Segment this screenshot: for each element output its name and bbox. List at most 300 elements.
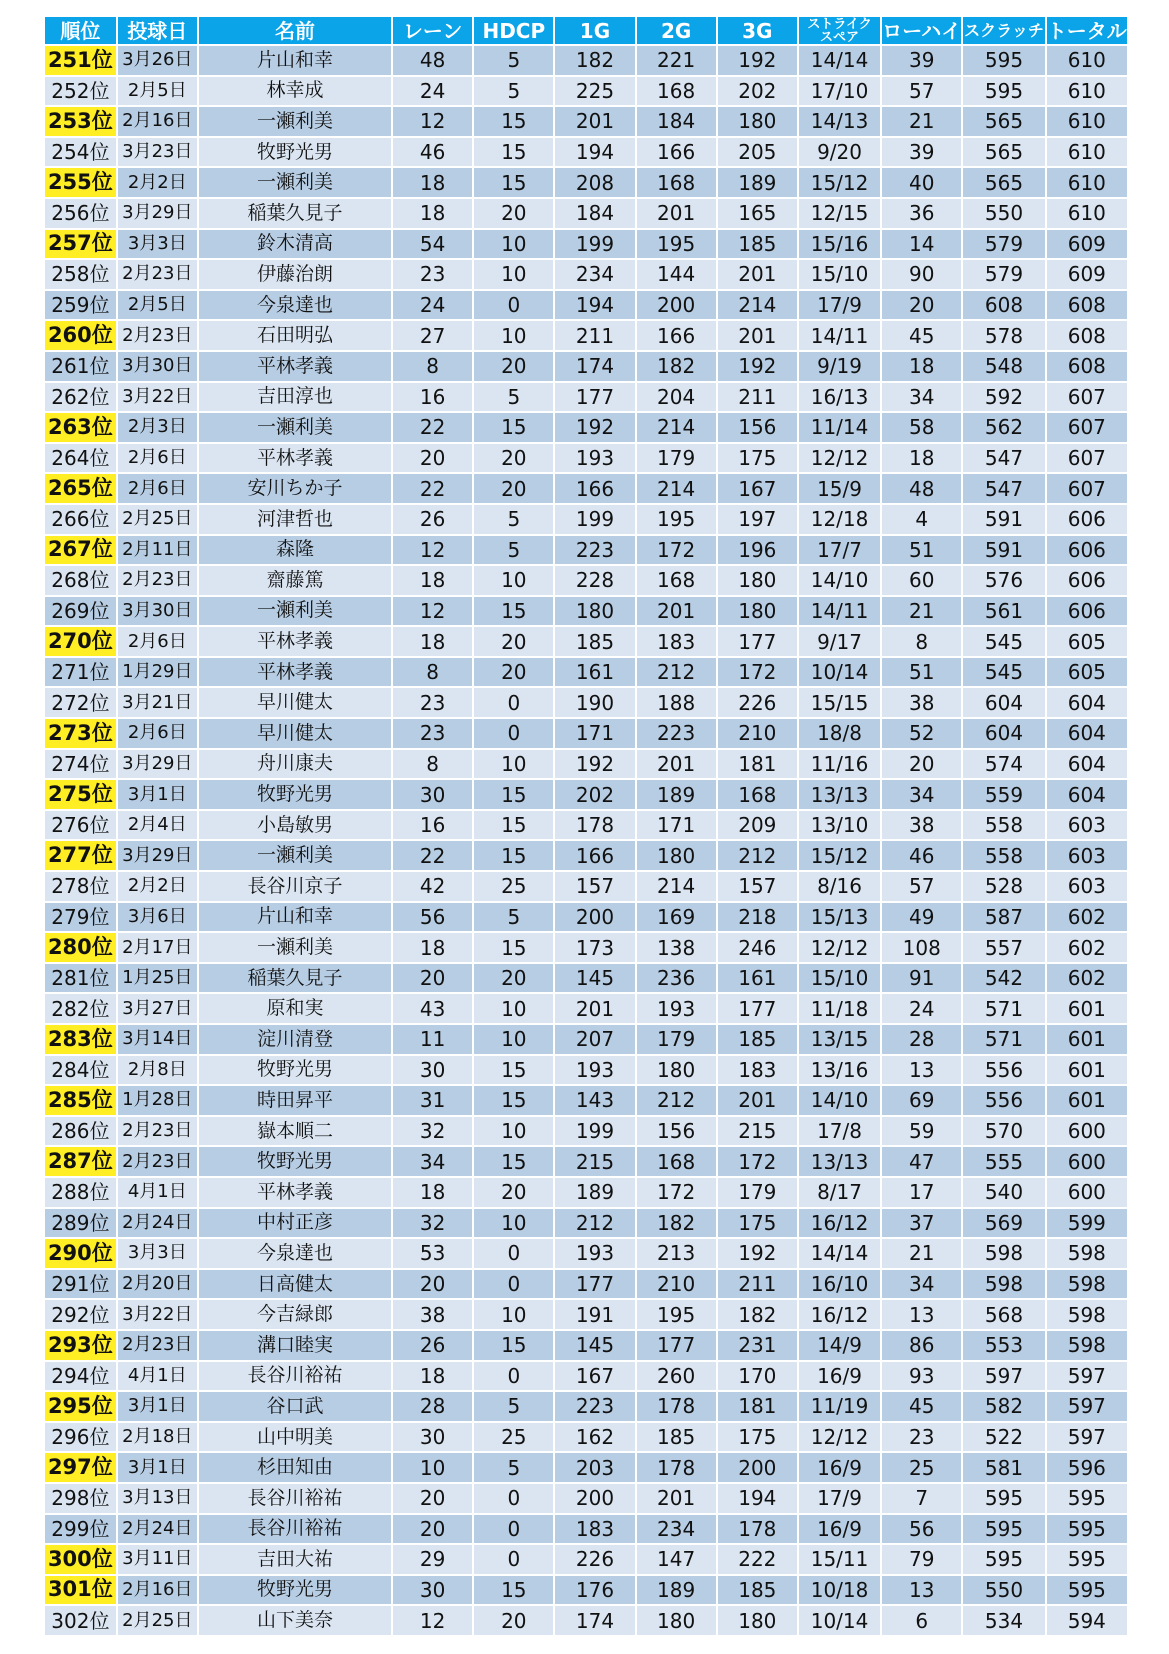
cell-scratch: 604: [963, 688, 1044, 717]
ranking-table: [43, 15, 1129, 1637]
cell-date: 2月6日: [118, 627, 197, 656]
cell-low-high: 90: [882, 260, 961, 289]
cell-game-1: 178: [555, 811, 634, 840]
cell-game-1: 193: [555, 1056, 634, 1085]
cell-scratch: 569: [963, 1209, 1044, 1238]
cell-lane: 22: [393, 413, 472, 442]
cell-date: 3月22日: [118, 1300, 197, 1329]
cell-lane: 12: [393, 536, 472, 565]
cell-name: 齋藤篤: [199, 566, 391, 595]
cell-name: 長谷川裕祐: [199, 1362, 391, 1391]
cell-lane: 24: [393, 77, 472, 106]
cell-low-high: 34: [882, 383, 961, 412]
cell-lane: 32: [393, 1209, 472, 1238]
cell-name: 平林孝義: [199, 1178, 391, 1207]
cell-date: 3月29日: [118, 199, 197, 228]
cell-total: 597: [1047, 1392, 1127, 1421]
header-lane: レーン: [393, 17, 472, 44]
cell-date: 3月1日: [118, 780, 197, 809]
cell-low-high: 25: [882, 1453, 961, 1482]
cell-total: 606: [1047, 566, 1127, 595]
cell-game-3: 175: [718, 1423, 797, 1452]
cell-total: 601: [1047, 1025, 1127, 1054]
table-row: [45, 1209, 1127, 1238]
cell-total: 604: [1047, 719, 1127, 748]
cell-rank: 253位: [45, 107, 116, 136]
cell-lane: 20: [393, 1484, 472, 1513]
cell-low-high: 60: [882, 566, 961, 595]
cell-lane: 20: [393, 1515, 472, 1544]
cell-game-2: 183: [637, 627, 716, 656]
cell-rank: 279位: [45, 903, 116, 932]
cell-name: 淀川清登: [199, 1025, 391, 1054]
cell-date: 2月25日: [118, 1606, 197, 1635]
cell-rank: 261位: [45, 352, 116, 381]
cell-low-high: 14: [882, 230, 961, 259]
cell-low-high: 36: [882, 199, 961, 228]
cell-hdcp: 25: [474, 872, 553, 901]
cell-low-high: 48: [882, 474, 961, 503]
cell-low-high: 93: [882, 1362, 961, 1391]
cell-low-high: 39: [882, 138, 961, 167]
cell-name: 稲葉久見子: [199, 964, 391, 993]
cell-game-3: 177: [718, 994, 797, 1023]
cell-strike-spare: 15/13: [799, 903, 880, 932]
table-row: [45, 964, 1127, 993]
cell-game-2: 204: [637, 383, 716, 412]
cell-game-2: 195: [637, 505, 716, 534]
cell-hdcp: 15: [474, 780, 553, 809]
cell-total: 595: [1047, 1484, 1127, 1513]
cell-game-2: 212: [637, 658, 716, 687]
table-row: [45, 1270, 1127, 1299]
cell-scratch: 550: [963, 1576, 1044, 1605]
cell-lane: 8: [393, 750, 472, 779]
cell-total: 601: [1047, 994, 1127, 1023]
cell-name: 杉田知由: [199, 1453, 391, 1482]
table-row: [45, 750, 1127, 779]
table-body: [45, 46, 1127, 1635]
cell-total: 609: [1047, 230, 1127, 259]
cell-game-1: 226: [555, 1545, 634, 1574]
cell-total: 608: [1047, 321, 1127, 350]
cell-game-1: 143: [555, 1086, 634, 1115]
cell-hdcp: 20: [474, 352, 553, 381]
cell-game-1: 200: [555, 1484, 634, 1513]
cell-date: 3月29日: [118, 841, 197, 870]
cell-game-3: 175: [718, 444, 797, 473]
cell-total: 600: [1047, 1147, 1127, 1176]
cell-game-3: 214: [718, 291, 797, 320]
cell-date: 3月1日: [118, 1392, 197, 1421]
cell-game-3: 185: [718, 1576, 797, 1605]
cell-low-high: 8: [882, 627, 961, 656]
table-row: [45, 1423, 1127, 1452]
cell-rank: 294位: [45, 1362, 116, 1391]
cell-total: 597: [1047, 1362, 1127, 1391]
cell-date: 2月6日: [118, 474, 197, 503]
cell-game-2: 168: [637, 566, 716, 595]
cell-hdcp: 15: [474, 107, 553, 136]
cell-low-high: 45: [882, 321, 961, 350]
cell-name: 舟川康夫: [199, 750, 391, 779]
cell-scratch: 587: [963, 903, 1044, 932]
cell-strike-spare: 17/8: [799, 1117, 880, 1146]
cell-lane: 10: [393, 1453, 472, 1482]
cell-game-3: 168: [718, 780, 797, 809]
cell-total: 599: [1047, 1209, 1127, 1238]
cell-rank: 296位: [45, 1423, 116, 1452]
cell-lane: 16: [393, 811, 472, 840]
cell-strike-spare: 15/11: [799, 1545, 880, 1574]
cell-game-1: 176: [555, 1576, 634, 1605]
table-row: [45, 903, 1127, 932]
cell-low-high: 91: [882, 964, 961, 993]
cell-rank: 299位: [45, 1515, 116, 1544]
cell-lane: 48: [393, 46, 472, 75]
cell-name: 谷口武: [199, 1392, 391, 1421]
cell-lane: 8: [393, 658, 472, 687]
cell-game-3: 211: [718, 383, 797, 412]
cell-game-1: 162: [555, 1423, 634, 1452]
cell-name: 長谷川裕祐: [199, 1515, 391, 1544]
cell-total: 600: [1047, 1117, 1127, 1146]
cell-name: 片山和幸: [199, 903, 391, 932]
cell-strike-spare: 16/13: [799, 383, 880, 412]
cell-game-3: 172: [718, 658, 797, 687]
cell-scratch: 555: [963, 1147, 1044, 1176]
cell-hdcp: 15: [474, 1576, 553, 1605]
cell-total: 602: [1047, 903, 1127, 932]
cell-lane: 22: [393, 474, 472, 503]
header-name: 名前: [199, 17, 391, 44]
cell-scratch: 565: [963, 107, 1044, 136]
cell-rank: 277位: [45, 841, 116, 870]
cell-game-2: 171: [637, 811, 716, 840]
table-row: [45, 46, 1127, 75]
cell-lane: 18: [393, 566, 472, 595]
cell-date: 3月22日: [118, 383, 197, 412]
cell-game-1: 193: [555, 444, 634, 473]
cell-low-high: 49: [882, 903, 961, 932]
cell-hdcp: 0: [474, 719, 553, 748]
cell-date: 2月23日: [118, 1331, 197, 1360]
cell-game-2: 189: [637, 780, 716, 809]
header-strike-label: ストライク: [807, 17, 872, 32]
cell-game-3: 170: [718, 1362, 797, 1391]
cell-total: 605: [1047, 627, 1127, 656]
cell-game-3: 175: [718, 1209, 797, 1238]
cell-strike-spare: 11/18: [799, 994, 880, 1023]
cell-strike-spare: 10/14: [799, 658, 880, 687]
cell-game-3: 181: [718, 1392, 797, 1421]
cell-rank: 301位: [45, 1576, 116, 1605]
cell-scratch: 595: [963, 46, 1044, 75]
table-row: [45, 1545, 1127, 1574]
cell-hdcp: 0: [474, 1362, 553, 1391]
cell-hdcp: 20: [474, 658, 553, 687]
cell-low-high: 59: [882, 1117, 961, 1146]
cell-rank: 300位: [45, 1545, 116, 1574]
cell-rank: 282位: [45, 994, 116, 1023]
table-row: [45, 1178, 1127, 1207]
cell-low-high: 34: [882, 1270, 961, 1299]
cell-scratch: 547: [963, 474, 1044, 503]
cell-total: 607: [1047, 413, 1127, 442]
cell-scratch: 582: [963, 1392, 1044, 1421]
cell-rank: 262位: [45, 383, 116, 412]
cell-game-3: 161: [718, 964, 797, 993]
cell-hdcp: 20: [474, 474, 553, 503]
cell-game-3: 180: [718, 1606, 797, 1635]
cell-low-high: 51: [882, 536, 961, 565]
cell-rank: 255位: [45, 168, 116, 197]
cell-low-high: 21: [882, 1239, 961, 1268]
cell-date: 2月23日: [118, 321, 197, 350]
table-row: [45, 1331, 1127, 1360]
cell-game-1: 183: [555, 1515, 634, 1544]
cell-game-1: 192: [555, 413, 634, 442]
cell-strike-spare: 14/9: [799, 1331, 880, 1360]
cell-scratch: 528: [963, 872, 1044, 901]
cell-total: 610: [1047, 77, 1127, 106]
cell-game-2: 213: [637, 1239, 716, 1268]
cell-strike-spare: 16/12: [799, 1209, 880, 1238]
table-row: [45, 536, 1127, 565]
cell-date: 3月1日: [118, 1453, 197, 1482]
table-row: [45, 1392, 1127, 1421]
cell-name: 平林孝義: [199, 352, 391, 381]
cell-game-3: 178: [718, 1515, 797, 1544]
cell-date: 2月6日: [118, 719, 197, 748]
table-row: [45, 474, 1127, 503]
cell-date: 3月27日: [118, 994, 197, 1023]
cell-scratch: 581: [963, 1453, 1044, 1482]
cell-scratch: 565: [963, 138, 1044, 167]
cell-game-3: 222: [718, 1545, 797, 1574]
cell-hdcp: 15: [474, 138, 553, 167]
cell-scratch: 561: [963, 597, 1044, 626]
cell-game-3: 192: [718, 46, 797, 75]
cell-scratch: 597: [963, 1362, 1044, 1391]
cell-lane: 27: [393, 321, 472, 350]
cell-rank: 272位: [45, 688, 116, 717]
cell-game-2: 178: [637, 1453, 716, 1482]
cell-strike-spare: 12/12: [799, 444, 880, 473]
cell-total: 603: [1047, 841, 1127, 870]
cell-rank: 276位: [45, 811, 116, 840]
cell-name: 長谷川裕祐: [199, 1484, 391, 1513]
cell-game-1: 223: [555, 1392, 634, 1421]
cell-total: 606: [1047, 536, 1127, 565]
cell-strike-spare: 10/14: [799, 1606, 880, 1635]
header-strike-spare: [799, 17, 880, 44]
cell-name: 今泉達也: [199, 1239, 391, 1268]
cell-date: 1月25日: [118, 964, 197, 993]
table-row: [45, 107, 1127, 136]
cell-low-high: 37: [882, 1209, 961, 1238]
cell-name: 一瀬利美: [199, 168, 391, 197]
cell-game-2: 201: [637, 199, 716, 228]
cell-lane: 53: [393, 1239, 472, 1268]
header-row: [45, 17, 1127, 44]
cell-hdcp: 15: [474, 841, 553, 870]
cell-lane: 26: [393, 1331, 472, 1360]
cell-game-1: 191: [555, 1300, 634, 1329]
cell-total: 597: [1047, 1423, 1127, 1452]
cell-game-2: 179: [637, 1025, 716, 1054]
cell-rank: 268位: [45, 566, 116, 595]
cell-game-2: 212: [637, 1086, 716, 1115]
cell-lane: 12: [393, 1606, 472, 1635]
cell-scratch: 559: [963, 780, 1044, 809]
cell-game-2: 172: [637, 536, 716, 565]
cell-hdcp: 15: [474, 597, 553, 626]
cell-lane: 16: [393, 383, 472, 412]
cell-game-3: 183: [718, 1056, 797, 1085]
cell-total: 601: [1047, 1086, 1127, 1115]
cell-strike-spare: 12/18: [799, 505, 880, 534]
cell-scratch: 570: [963, 1117, 1044, 1146]
cell-total: 606: [1047, 597, 1127, 626]
cell-name: 伊藤治朗: [199, 260, 391, 289]
cell-date: 2月11日: [118, 536, 197, 565]
cell-low-high: 38: [882, 811, 961, 840]
cell-date: 2月24日: [118, 1515, 197, 1544]
cell-hdcp: 20: [474, 1178, 553, 1207]
cell-game-2: 168: [637, 1147, 716, 1176]
cell-date: 3月14日: [118, 1025, 197, 1054]
cell-game-2: 177: [637, 1331, 716, 1360]
cell-game-1: 177: [555, 1270, 634, 1299]
table-row: [45, 413, 1127, 442]
cell-game-2: 156: [637, 1117, 716, 1146]
cell-strike-spare: 11/16: [799, 750, 880, 779]
table-row: [45, 1147, 1127, 1176]
cell-strike-spare: 14/14: [799, 46, 880, 75]
cell-name: 溝口睦実: [199, 1331, 391, 1360]
cell-scratch: 571: [963, 994, 1044, 1023]
cell-strike-spare: 8/16: [799, 872, 880, 901]
cell-rank: 302位: [45, 1606, 116, 1635]
cell-game-2: 201: [637, 1484, 716, 1513]
cell-date: 1月29日: [118, 658, 197, 687]
cell-game-3: 192: [718, 1239, 797, 1268]
cell-lane: 20: [393, 1270, 472, 1299]
cell-strike-spare: 15/9: [799, 474, 880, 503]
cell-hdcp: 10: [474, 321, 553, 350]
cell-name: 片山和幸: [199, 46, 391, 75]
cell-rank: 263位: [45, 413, 116, 442]
cell-scratch: 548: [963, 352, 1044, 381]
cell-name: 牧野光男: [199, 1147, 391, 1176]
cell-scratch: 534: [963, 1606, 1044, 1635]
cell-hdcp: 0: [474, 1270, 553, 1299]
cell-game-3: 185: [718, 1025, 797, 1054]
cell-date: 2月8日: [118, 1056, 197, 1085]
cell-game-2: 234: [637, 1515, 716, 1544]
cell-total: 610: [1047, 138, 1127, 167]
cell-low-high: 20: [882, 750, 961, 779]
cell-game-3: 231: [718, 1331, 797, 1360]
cell-low-high: 52: [882, 719, 961, 748]
cell-game-3: 210: [718, 719, 797, 748]
cell-game-3: 218: [718, 903, 797, 932]
cell-strike-spare: 9/20: [799, 138, 880, 167]
cell-game-2: 223: [637, 719, 716, 748]
cell-game-2: 214: [637, 872, 716, 901]
cell-strike-spare: 17/9: [799, 291, 880, 320]
cell-total: 601: [1047, 1056, 1127, 1085]
table-row: [45, 1056, 1127, 1085]
cell-strike-spare: 18/8: [799, 719, 880, 748]
cell-name: 原和実: [199, 994, 391, 1023]
table-row: [45, 168, 1127, 197]
cell-total: 598: [1047, 1270, 1127, 1299]
cell-game-1: 207: [555, 1025, 634, 1054]
cell-strike-spare: 13/15: [799, 1025, 880, 1054]
cell-rank: 283位: [45, 1025, 116, 1054]
cell-lane: 56: [393, 903, 472, 932]
cell-game-3: 180: [718, 597, 797, 626]
cell-date: 2月23日: [118, 1117, 197, 1146]
table-row: [45, 383, 1127, 412]
cell-scratch: 522: [963, 1423, 1044, 1452]
cell-low-high: 57: [882, 77, 961, 106]
cell-name: 安川ちか子: [199, 474, 391, 503]
cell-strike-spare: 13/16: [799, 1056, 880, 1085]
cell-game-1: 203: [555, 1453, 634, 1482]
cell-hdcp: 15: [474, 168, 553, 197]
cell-lane: 24: [393, 291, 472, 320]
table-row: [45, 1025, 1127, 1054]
cell-game-2: 236: [637, 964, 716, 993]
cell-total: 608: [1047, 291, 1127, 320]
cell-game-2: 221: [637, 46, 716, 75]
cell-total: 610: [1047, 107, 1127, 136]
cell-game-3: 205: [718, 138, 797, 167]
table-row: [45, 321, 1127, 350]
cell-rank: 278位: [45, 872, 116, 901]
cell-low-high: 34: [882, 780, 961, 809]
cell-name: 一瀬利美: [199, 933, 391, 962]
cell-game-2: 168: [637, 77, 716, 106]
cell-lane: 11: [393, 1025, 472, 1054]
cell-game-2: 195: [637, 230, 716, 259]
cell-name: 稲葉久見子: [199, 199, 391, 228]
cell-low-high: 21: [882, 597, 961, 626]
cell-strike-spare: 13/13: [799, 1147, 880, 1176]
cell-game-2: 260: [637, 1362, 716, 1391]
cell-hdcp: 10: [474, 230, 553, 259]
cell-rank: 280位: [45, 933, 116, 962]
cell-scratch: 579: [963, 230, 1044, 259]
cell-total: 595: [1047, 1545, 1127, 1574]
cell-game-2: 172: [637, 1178, 716, 1207]
cell-date: 2月25日: [118, 505, 197, 534]
cell-hdcp: 15: [474, 1086, 553, 1115]
table-row: [45, 780, 1127, 809]
cell-rank: 297位: [45, 1453, 116, 1482]
cell-date: 2月23日: [118, 1147, 197, 1176]
cell-scratch: 545: [963, 658, 1044, 687]
cell-strike-spare: 12/12: [799, 1423, 880, 1452]
cell-low-high: 57: [882, 872, 961, 901]
cell-lane: 30: [393, 780, 472, 809]
cell-rank: 273位: [45, 719, 116, 748]
cell-lane: 18: [393, 1178, 472, 1207]
cell-rank: 251位: [45, 46, 116, 75]
